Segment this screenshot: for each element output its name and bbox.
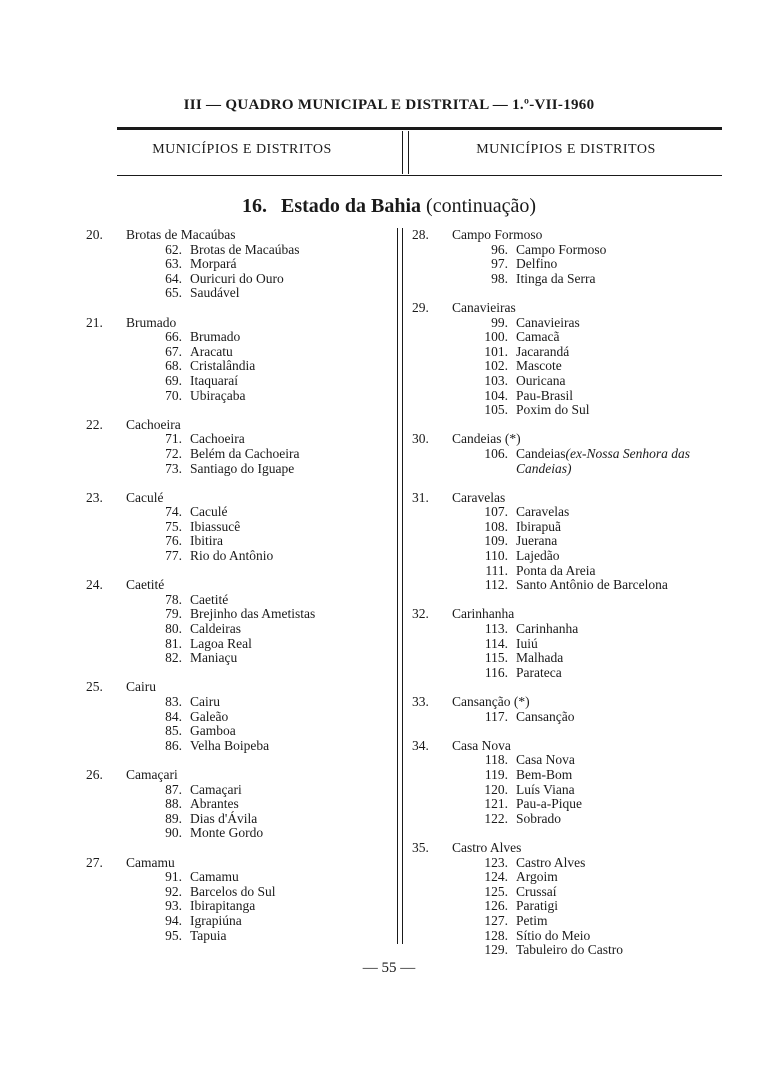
district-row — [86, 710, 386, 725]
district-row — [86, 462, 386, 477]
district-row — [86, 797, 386, 812]
district-row — [412, 856, 742, 871]
district-name: Castro Alves — [516, 854, 586, 870]
municipality-row — [412, 432, 742, 447]
district-name: Santiago do Iguape — [190, 460, 295, 476]
district-number: 111. — [485, 562, 508, 578]
district-row — [412, 520, 742, 535]
municipality-name: Brotas de Macaúbas — [126, 227, 236, 242]
district-row — [412, 578, 742, 593]
district-row — [86, 812, 386, 827]
municipality-name: Caculé — [126, 489, 164, 505]
district-row — [86, 695, 386, 710]
district-number: 119. — [484, 766, 508, 782]
district-row — [86, 272, 386, 287]
district-number: 88. — [165, 796, 182, 812]
district-name: Camacã — [516, 329, 560, 345]
municipality-name: Cairu — [126, 679, 156, 695]
district-name: Sobrado — [516, 810, 561, 826]
municipality-number: 33. — [412, 694, 429, 709]
municipality-number: 27. — [86, 854, 103, 870]
district-number: 125. — [484, 883, 508, 899]
district-number: 116. — [484, 664, 508, 680]
district-number: 93. — [165, 898, 182, 914]
district-name: Caravelas — [516, 504, 570, 520]
district-name: Brotas de Macaúbas — [190, 241, 300, 257]
district-name: Cansanção — [516, 708, 575, 724]
district-number: 112. — [484, 577, 508, 593]
district-row — [86, 914, 386, 929]
district-number: 68. — [165, 358, 182, 374]
municipality-name: Candeias (*) — [452, 431, 521, 447]
district-number: 98. — [491, 270, 508, 286]
district-number: 109. — [484, 533, 508, 549]
municipality-row — [86, 491, 386, 506]
municipality-name: Brumado — [126, 314, 177, 330]
municipality-block — [412, 739, 742, 827]
header-rule-thick — [117, 127, 722, 130]
district-number: 107. — [484, 504, 508, 520]
district-number: 122. — [484, 810, 508, 826]
municipality-number: 32. — [412, 606, 429, 622]
municipality-row — [86, 680, 386, 695]
district-number: 101. — [484, 343, 508, 359]
district-row — [86, 286, 386, 301]
municipality-block — [86, 228, 386, 301]
district-number: 62. — [165, 241, 182, 257]
district-name: Maniaçu — [190, 650, 238, 666]
district-name: Caculé — [190, 504, 228, 520]
district-name: Sítio do Meio — [516, 927, 591, 943]
municipality-row — [86, 418, 386, 433]
district-row — [86, 622, 386, 637]
municipality-number: 31. — [412, 489, 429, 505]
district-note-continued: Candeias) — [516, 460, 572, 476]
district-row — [412, 316, 742, 331]
district-name: Ibirapitanga — [190, 898, 256, 914]
district-name: Galeão — [190, 708, 229, 724]
district-number: 80. — [165, 621, 182, 637]
district-row — [412, 257, 742, 272]
right-column — [412, 228, 742, 972]
district-name: Lajedão — [516, 548, 560, 564]
district-number: 126. — [484, 898, 508, 914]
municipality-row — [86, 228, 386, 243]
district-name: Pau-a-Pique — [516, 796, 582, 812]
district-row — [86, 374, 386, 389]
district-number: 90. — [165, 825, 182, 841]
district-row — [412, 710, 742, 725]
district-number: 114. — [484, 635, 508, 651]
district-row — [412, 768, 742, 783]
district-name: Monte Gordo — [190, 825, 264, 841]
municipality-name: Canavieiras — [452, 299, 516, 315]
district-row — [412, 899, 742, 914]
district-number: 115. — [484, 650, 508, 666]
district-row — [86, 520, 386, 535]
district-name: Caetité — [190, 591, 229, 607]
district-number: 102. — [484, 358, 508, 374]
district-row — [86, 637, 386, 652]
municipality-row — [412, 841, 742, 856]
district-number: 82. — [165, 650, 182, 666]
district-number: 74. — [165, 504, 182, 520]
municipality-name: Castro Alves — [452, 839, 522, 855]
municipality-name: Caravelas — [452, 489, 506, 505]
municipality-name: Camaçari — [126, 766, 178, 782]
district-number: 85. — [165, 723, 182, 739]
district-number: 108. — [484, 518, 508, 534]
district-number: 110. — [484, 548, 508, 564]
district-number: 67. — [165, 343, 182, 359]
district-name: Velha Boipeba — [190, 737, 270, 753]
municipality-row — [412, 228, 742, 243]
district-number: 104. — [484, 387, 508, 403]
district-name: Paratigi — [516, 898, 558, 914]
district-number: 75. — [165, 518, 182, 534]
district-name: Crussaí — [516, 883, 557, 899]
district-row — [412, 243, 742, 258]
district-name: Campo Formoso — [516, 241, 607, 257]
municipality-block — [86, 316, 386, 404]
district-number: 72. — [165, 445, 182, 461]
municipality-name: Carinhanha — [452, 606, 515, 622]
municipality-block — [86, 418, 386, 476]
district-name: Poxim do Sul — [516, 402, 590, 418]
district-row — [412, 666, 742, 681]
district-name: Dias d'Ávila — [190, 810, 258, 826]
municipality-row — [412, 739, 742, 754]
district-number: 64. — [165, 270, 182, 286]
body-column-divider — [397, 228, 403, 944]
municipality-name: Campo Formoso — [452, 227, 543, 242]
district-number: 87. — [165, 781, 182, 797]
district-row — [412, 812, 742, 827]
district-number: 95. — [165, 927, 182, 943]
district-row — [412, 783, 742, 798]
district-number: 78. — [165, 591, 182, 607]
district-name: Tapuia — [190, 927, 227, 943]
district-name: Malhada — [516, 650, 564, 666]
municipality-name: Caetité — [126, 577, 165, 593]
district-name: Santo Antônio de Barcelona — [516, 577, 668, 593]
section-title-state: Estado da Bahia — [280, 195, 422, 217]
district-row — [86, 447, 386, 462]
district-name: Cairu — [190, 694, 220, 709]
district-number: 106. — [484, 445, 508, 461]
district-number: 120. — [484, 781, 508, 797]
district-name: Canavieiras — [516, 314, 580, 330]
district-name: Caldeiras — [190, 621, 241, 637]
district-number: 77. — [165, 548, 182, 564]
district-name: Camaçari — [190, 781, 242, 797]
section-number: 16. — [241, 195, 267, 217]
district-name: Barcelos do Sul — [190, 883, 276, 899]
district-number: 91. — [165, 869, 182, 885]
municipality-row — [86, 856, 386, 871]
district-row — [412, 753, 742, 768]
district-name: Morpará — [190, 256, 237, 272]
district-row — [86, 549, 386, 564]
municipality-name: Cansanção (*) — [452, 694, 530, 709]
district-number: 118. — [484, 752, 508, 768]
district-row — [412, 637, 742, 652]
district-name: Cachoeira — [190, 431, 245, 447]
column-header-left: MUNICÍPIOS E DISTRITOS — [152, 142, 332, 157]
municipality-number: 28. — [412, 227, 429, 242]
district-name: Argoim — [516, 869, 558, 885]
district-number: 89. — [165, 810, 182, 826]
municipality-number: 26. — [86, 766, 103, 782]
district-name: Itaquaraí — [190, 372, 238, 388]
district-name: Rio do Antônio — [190, 548, 274, 564]
municipality-row — [86, 578, 386, 593]
municipality-block — [86, 768, 386, 841]
district-row — [412, 389, 742, 404]
district-number: 70. — [165, 387, 182, 403]
municipality-block — [86, 856, 386, 944]
district-name: Ibirapuã — [516, 518, 561, 534]
district-name: Ibiassucê — [190, 518, 241, 534]
district-number: 113. — [484, 621, 508, 637]
municipality-row — [412, 301, 742, 316]
municipality-block — [412, 491, 742, 593]
municipality-number: 22. — [86, 416, 103, 432]
municipality-block — [412, 301, 742, 418]
page-header: III — QUADRO MUNICIPAL E DISTRITAL — 1.º-VII-1960 — [183, 97, 595, 113]
district-row — [86, 593, 386, 608]
district-row — [412, 534, 742, 549]
district-number: 121. — [484, 796, 508, 812]
municipality-row — [412, 607, 742, 622]
district-row — [412, 943, 742, 958]
municipality-number: 23. — [86, 489, 103, 505]
district-name: Saudável — [190, 285, 240, 301]
district-number: 71. — [165, 431, 182, 447]
district-number: 127. — [484, 912, 508, 928]
district-name: Pau-Brasil — [516, 387, 573, 403]
district-name: Ouricana — [516, 372, 566, 388]
district-name: Delfino — [516, 256, 558, 272]
district-row — [412, 447, 742, 462]
district-name: Ubiraçaba — [190, 387, 246, 403]
municipality-block — [86, 491, 386, 564]
municipality-block — [412, 228, 742, 286]
municipality-number: 20. — [86, 227, 103, 242]
municipality-number: 25. — [86, 679, 103, 695]
district-name: Ouricuri do Ouro — [190, 270, 284, 286]
header-rule-thin — [117, 175, 722, 176]
district-number: 73. — [165, 460, 182, 476]
section-title — [0, 195, 778, 218]
district-name: Ibitira — [190, 533, 223, 549]
district-row — [412, 929, 742, 944]
page-number: — 55 — — [362, 960, 416, 976]
district-name: Juerana — [516, 533, 558, 549]
column-header-right: MUNICÍPIOS E DISTRITOS — [476, 142, 656, 157]
district-row — [412, 330, 742, 345]
district-number: 123. — [484, 854, 508, 870]
district-row — [412, 914, 742, 929]
municipality-block — [412, 432, 742, 476]
district-number: 83. — [165, 694, 182, 709]
district-row — [412, 870, 742, 885]
district-row — [86, 534, 386, 549]
district-number: 84. — [165, 708, 182, 724]
municipality-block — [412, 841, 742, 958]
district-name: Tabuleiro do Castro — [516, 942, 624, 958]
municipality-number: 30. — [412, 431, 429, 447]
district-name: Luís Viana — [516, 781, 575, 797]
district-name: Parateca — [516, 664, 562, 680]
district-row — [86, 929, 386, 944]
district-row — [412, 359, 742, 374]
district-name: Candeias — [516, 445, 566, 461]
district-name: Lagoa Real — [190, 635, 252, 651]
district-row — [86, 899, 386, 914]
district-number: 92. — [165, 883, 182, 899]
municipality-number: 24. — [86, 577, 103, 593]
district-row — [86, 870, 386, 885]
district-name: Gamboa — [190, 723, 236, 739]
district-number: 69. — [165, 372, 182, 388]
header-column-divider — [402, 131, 409, 174]
district-name: Cristalândia — [190, 358, 256, 374]
district-name: Abrantes — [190, 796, 239, 812]
district-number: 117. — [484, 708, 508, 724]
district-name: Igrapiúna — [190, 912, 242, 928]
district-name: Petim — [516, 912, 548, 928]
district-row — [412, 374, 742, 389]
municipality-row — [86, 768, 386, 783]
municipality-block — [412, 695, 742, 724]
district-name: Ponta da Areia — [516, 562, 596, 578]
municipality-name: Camamu — [126, 854, 175, 870]
district-name: Belém da Cachoeira — [190, 445, 300, 461]
left-column — [86, 228, 386, 958]
municipality-name: Cachoeira — [126, 416, 181, 432]
district-name: Iuiú — [516, 635, 538, 651]
district-name: Casa Nova — [516, 752, 575, 768]
district-number: 65. — [165, 285, 182, 301]
district-row — [86, 783, 386, 798]
district-name: Brumado — [190, 329, 241, 345]
district-number: 128. — [484, 927, 508, 943]
district-row — [86, 243, 386, 258]
municipality-name: Casa Nova — [452, 737, 511, 753]
district-name: Jacarandá — [516, 343, 570, 359]
municipality-row — [412, 695, 742, 710]
district-number: 129. — [484, 942, 508, 958]
district-note: (ex-Nossa Senhora das — [565, 445, 690, 461]
district-number: 105. — [484, 402, 508, 418]
district-row — [86, 359, 386, 374]
district-number: 97. — [491, 256, 508, 272]
district-row — [86, 607, 386, 622]
district-row — [412, 797, 742, 812]
district-row — [412, 549, 742, 564]
district-name: Aracatu — [190, 343, 233, 359]
district-name: Bem-Bom — [516, 766, 573, 782]
district-number: 81. — [165, 635, 182, 651]
district-name: Carinhanha — [516, 621, 579, 637]
district-row — [412, 403, 742, 418]
district-row — [412, 622, 742, 637]
district-row — [86, 651, 386, 666]
district-row — [86, 389, 386, 404]
municipality-block — [86, 680, 386, 753]
municipality-number: 34. — [412, 737, 429, 753]
district-row — [412, 651, 742, 666]
district-name: Camamu — [190, 869, 239, 885]
district-number: 100. — [484, 329, 508, 345]
municipality-row — [86, 316, 386, 331]
district-number: 79. — [165, 606, 182, 622]
district-number: 76. — [165, 533, 182, 549]
district-number: 96. — [491, 241, 508, 257]
municipality-block — [412, 607, 742, 680]
municipality-number: 35. — [412, 839, 429, 855]
district-row — [86, 257, 386, 272]
district-name: Itinga da Serra — [516, 270, 596, 286]
municipality-row — [412, 491, 742, 506]
district-row — [86, 739, 386, 754]
district-number: 94. — [165, 912, 182, 928]
district-row — [412, 272, 742, 287]
district-number: 99. — [491, 314, 508, 330]
district-row — [86, 724, 386, 739]
district-name: Brejinho das Ametistas — [190, 606, 316, 622]
district-name: Mascote — [516, 358, 562, 374]
district-number: 66. — [165, 329, 182, 345]
district-number: 103. — [484, 372, 508, 388]
district-row — [86, 432, 386, 447]
district-row — [86, 885, 386, 900]
district-row — [86, 826, 386, 841]
district-number: 63. — [165, 256, 182, 272]
district-row — [86, 345, 386, 360]
district-row — [412, 564, 742, 579]
district-number: 124. — [484, 869, 508, 885]
municipality-number: 21. — [86, 314, 103, 330]
district-row — [412, 505, 742, 520]
district-row — [86, 330, 386, 345]
district-number: 86. — [165, 737, 182, 753]
municipality-number: 29. — [412, 299, 429, 315]
municipality-block — [86, 578, 386, 666]
district-row — [412, 885, 742, 900]
district-row — [86, 505, 386, 520]
section-title-continuation: (continuação) — [421, 195, 536, 217]
district-row — [412, 345, 742, 360]
